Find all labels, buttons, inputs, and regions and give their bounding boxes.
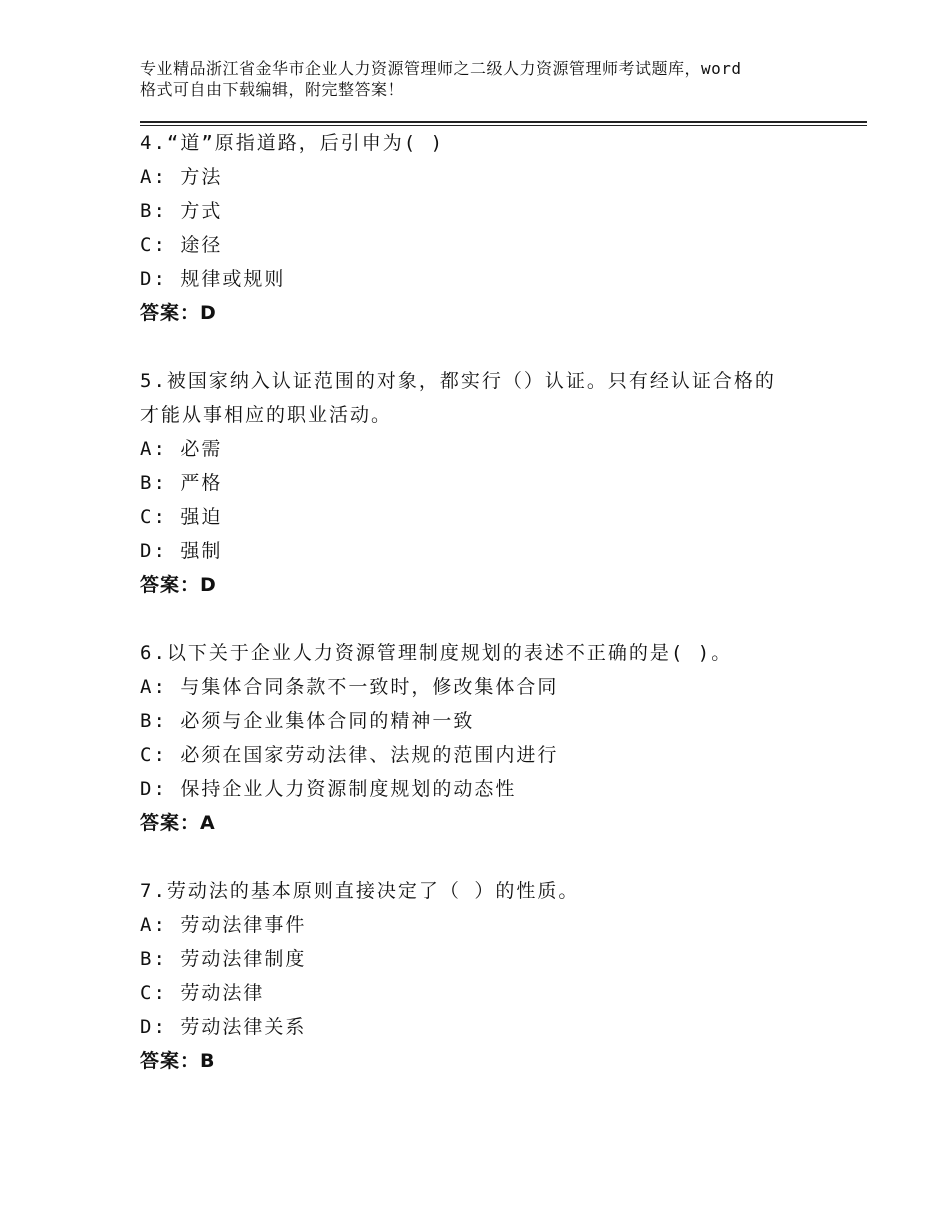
answer-label: 答案：D <box>140 574 217 596</box>
option-c: C: 必须在国家劳动法律、法规的范围内进行 <box>140 744 559 766</box>
header-line-1: 专业精品浙江省金华市企业人力资源管理师之二级人力资源管理师考试题库，word <box>140 59 742 78</box>
option-a: A: 方法 <box>140 166 223 188</box>
option-d: D: 规律或规则 <box>140 268 286 290</box>
option-d: D: 劳动法律关系 <box>140 1016 307 1038</box>
option-c: C: 劳动法律 <box>140 982 265 1004</box>
question-list <box>140 126 840 1112</box>
option-d: D: 强制 <box>140 540 223 562</box>
question-5 <box>140 364 840 602</box>
option-c: C: 强迫 <box>140 506 223 528</box>
option-b: B: 方式 <box>140 200 223 222</box>
option-b: B: 必须与企业集体合同的精神一致 <box>140 710 475 732</box>
option-a: A: 必需 <box>140 438 223 460</box>
option-b: B: 严格 <box>140 472 223 494</box>
option-c: C: 途径 <box>140 234 223 256</box>
question-6 <box>140 636 840 840</box>
document-header <box>140 58 840 100</box>
question-7 <box>140 874 840 1078</box>
option-d: D: 保持企业人力资源制度规划的动态性 <box>140 778 517 800</box>
option-a: A: 与集体合同条款不一致时，修改集体合同 <box>140 676 559 698</box>
question-stem-continued: 才能从事相应的职业活动。 <box>140 404 393 426</box>
question-4 <box>140 126 840 330</box>
option-b: B: 劳动法律制度 <box>140 948 307 970</box>
answer-label: 答案：A <box>140 812 216 834</box>
header-divider-top <box>140 121 867 123</box>
question-stem: 7.劳动法的基本原则直接决定了（ ）的性质。 <box>140 880 580 902</box>
question-stem: 5.被国家纳入认证范围的对象，都实行（）认证。只有经认证合格的 <box>140 370 776 392</box>
option-a: A: 劳动法律事件 <box>140 914 307 936</box>
answer-label: 答案：B <box>140 1050 216 1072</box>
question-stem: 6.以下关于企业人力资源管理制度规划的表述不正确的是( )。 <box>140 642 733 664</box>
question-stem: 4.“道”原指道路，后引申为( ) <box>140 132 445 154</box>
answer-label: 答案：D <box>140 302 217 324</box>
header-line-2: 格式可自由下载编辑，附完整答案！ <box>140 80 405 99</box>
